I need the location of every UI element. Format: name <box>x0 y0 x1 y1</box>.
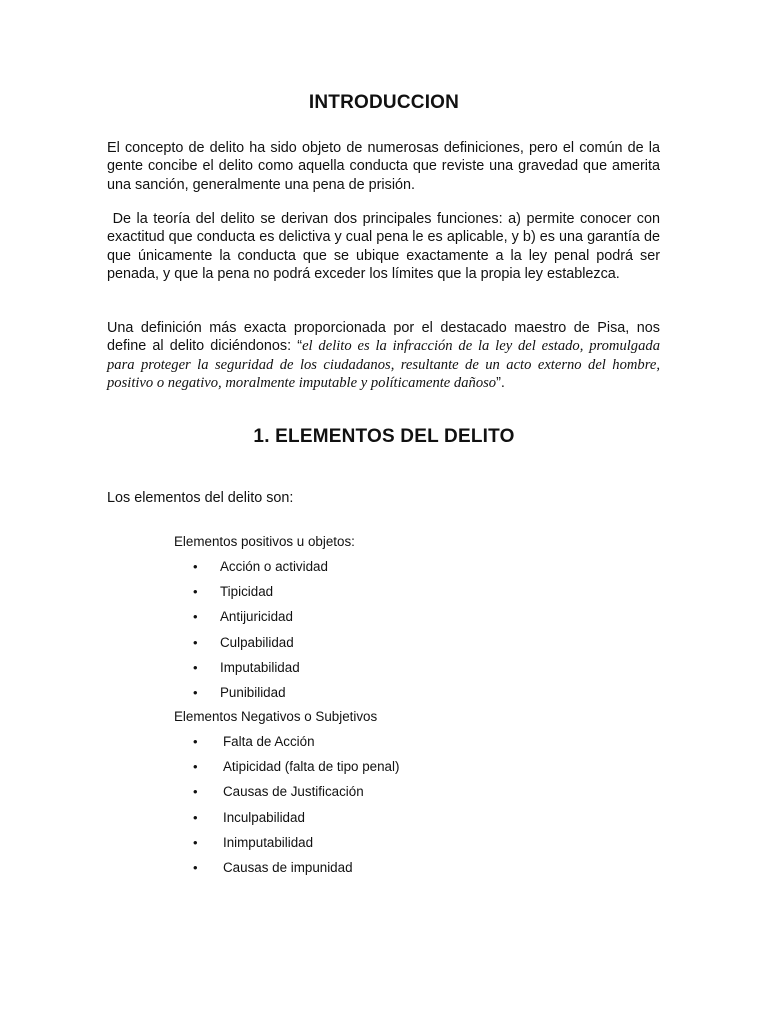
list-item-text: Causas de impunidad <box>223 859 353 875</box>
definition-quote: el delito es la infracción de la ley del estado, promulgada para proteger la seguridad de los ciudadanos, resultante de un acto externo del hombre, positivo o negativo, moralmente imputable y políticamente dañoso <box>107 338 660 391</box>
intro-paragraph-3 <box>107 319 660 392</box>
list-item-text: Culpabilidad <box>220 634 294 650</box>
section-title: 1. ELEMENTOS DEL DELITO <box>253 426 515 447</box>
intro-paragraph-2-text: De la teoría del delito se derivan dos principales funciones: a) permite conocer con exactitud que conducta es delictiva y cual pena le es aplicable, y b) es una garantía de que únicamente la conducta que se ubique exactamente a la ley penal podrá ser penada, y que la pena no podrá exceder los límites que la propia ley establezca. <box>107 211 660 282</box>
list-item-text: Antijuricidad <box>220 609 293 625</box>
bullet-icon: • <box>193 784 198 800</box>
bullet-icon: • <box>193 634 198 650</box>
definition-lead: Una definición más exacta proporcionada por el destacado maestro de Pisa, nos define al delito diciéndonos: “ <box>107 320 660 355</box>
list-item-text: Acción o actividad <box>220 559 328 574</box>
elements-lead: Los elementos del delito son: <box>107 490 294 506</box>
list-item-text: Tipicidad <box>220 584 274 600</box>
bullet-icon: • <box>193 684 198 700</box>
bullet-icon: • <box>193 559 198 574</box>
bullet-icon: • <box>193 609 198 625</box>
bullet-icon: • <box>193 584 198 600</box>
definition-tail: ”. <box>496 374 505 391</box>
list-item-text: Causas de Justificación <box>223 784 364 800</box>
negative-elements-label: Elementos Negativos o Subjetivos <box>174 709 378 724</box>
intro-paragraph-1: El concepto de delito ha sido objeto de numerosas definiciones, pero el común de la gente concibe el delito como aquella conducta que reviste una gravedad que amerita una sanción, generalmente una pena de prisión. <box>107 140 660 193</box>
intro-paragraph-2 <box>107 210 660 283</box>
bullet-icon: • <box>193 859 198 875</box>
bullet-icon: • <box>193 734 198 749</box>
bullet-icon: • <box>193 659 198 675</box>
positive-elements-label: Elementos positivos u objetos: <box>174 534 355 549</box>
list-item-text: Atipicidad (falta de tipo penal) <box>223 759 400 775</box>
list-item-text: Inimputabilidad <box>223 834 314 850</box>
bullet-icon: • <box>193 759 198 775</box>
page-title: INTRODUCCION <box>308 92 460 113</box>
bullet-icon: • <box>193 834 198 850</box>
list-item-text: Inculpabilidad <box>223 809 305 825</box>
list-item-text: Punibilidad <box>220 684 286 700</box>
list-item-text: Falta de Acción <box>223 734 315 749</box>
list-item-text: Imputabilidad <box>220 659 300 675</box>
bullet-icon: • <box>193 809 198 825</box>
